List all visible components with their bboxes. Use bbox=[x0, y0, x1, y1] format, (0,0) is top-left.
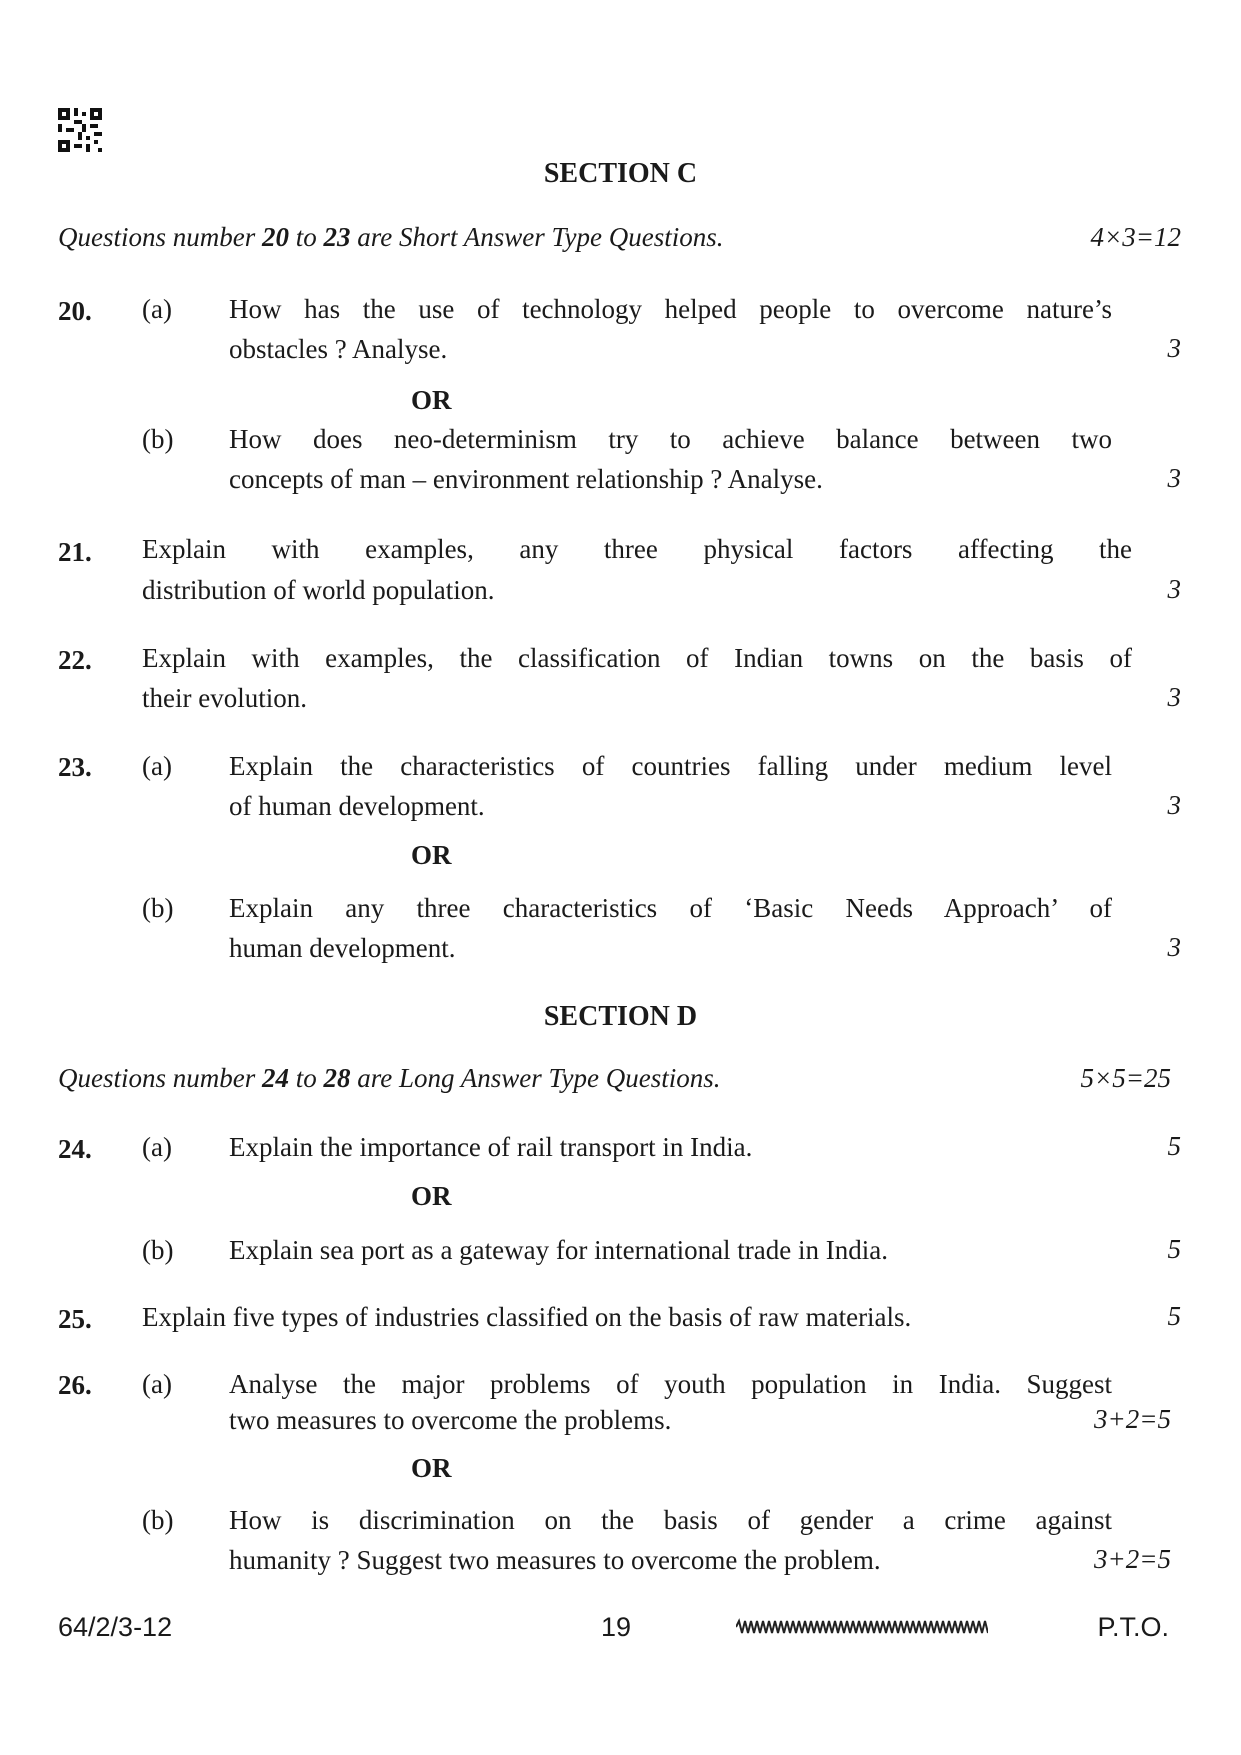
option-label: (a) bbox=[142, 1132, 172, 1162]
question-text: distribution of world population. bbox=[142, 575, 495, 605]
wavy-line-icon bbox=[736, 1618, 988, 1636]
question-text: Explain any three characteristics of ‘Basic Needs Approach’ of bbox=[229, 893, 1112, 923]
option-label: (a) bbox=[142, 751, 172, 781]
question-marks: 5 bbox=[1167, 1234, 1181, 1264]
section-c-instructions: Questions number 20 to 23 are Short Answer Type Questions. bbox=[58, 222, 724, 252]
option-label: (a) bbox=[142, 294, 172, 324]
question-marks: 3 bbox=[1167, 682, 1181, 712]
option-label: (b) bbox=[142, 1235, 174, 1265]
or-separator: OR bbox=[411, 1181, 452, 1211]
option-label: (a) bbox=[142, 1369, 172, 1399]
or-separator: OR bbox=[411, 840, 452, 870]
question-text: Explain with examples, the classification of Indian towns on the basis of bbox=[142, 643, 1132, 673]
qr-code-icon bbox=[58, 108, 102, 152]
question-number: 20. bbox=[58, 296, 92, 326]
section-d-title: SECTION D bbox=[543, 1001, 698, 1032]
question-text: Explain sea port as a gateway for international trade in India. bbox=[229, 1235, 888, 1265]
question-text: How has the use of technology helped people to overcome nature’s bbox=[229, 294, 1112, 324]
section-c-marks: 4×3=12 bbox=[1090, 222, 1181, 252]
question-text: human development. bbox=[229, 933, 456, 963]
question-text: obstacles ? Analyse. bbox=[229, 334, 448, 364]
question-marks: 3+2=5 bbox=[1094, 1404, 1171, 1434]
question-marks: 3 bbox=[1167, 790, 1181, 820]
section-d-instructions: Questions number 24 to 28 are Long Answer Type Questions. bbox=[58, 1063, 721, 1093]
pto-label: P.T.O. bbox=[1097, 1612, 1169, 1642]
question-number: 26. bbox=[58, 1370, 92, 1400]
question-marks: 3+2=5 bbox=[1094, 1544, 1171, 1574]
option-label: (b) bbox=[142, 1505, 174, 1535]
question-number: 25. bbox=[58, 1304, 92, 1334]
question-text: How does neo-determinism try to achieve balance between two bbox=[229, 424, 1112, 454]
question-text: of human development. bbox=[229, 791, 485, 821]
question-text: Explain with examples, any three physical factors affecting the bbox=[142, 534, 1132, 564]
question-number: 21. bbox=[58, 537, 92, 567]
question-number: 24. bbox=[58, 1134, 92, 1164]
question-marks: 5 bbox=[1167, 1131, 1181, 1161]
question-text: Explain five types of industries classified on the basis of raw materials. bbox=[142, 1302, 912, 1332]
question-number: 22. bbox=[58, 645, 92, 675]
or-separator: OR bbox=[411, 1453, 452, 1483]
question-marks: 3 bbox=[1167, 333, 1181, 363]
page-number: 19 bbox=[601, 1612, 632, 1642]
question-text: humanity ? Suggest two measures to overcome the problem. bbox=[229, 1545, 881, 1575]
question-text: How is discrimination on the basis of gender a crime against bbox=[229, 1505, 1112, 1535]
or-separator: OR bbox=[411, 385, 452, 415]
option-label: (b) bbox=[142, 424, 174, 454]
question-text: Analyse the major problems of youth population in India. Suggest bbox=[229, 1369, 1112, 1399]
question-marks: 3 bbox=[1167, 463, 1181, 493]
question-marks: 3 bbox=[1167, 932, 1181, 962]
option-label: (b) bbox=[142, 893, 174, 923]
question-text: Explain the characteristics of countries falling under medium level bbox=[229, 751, 1112, 781]
question-text: their evolution. bbox=[142, 683, 307, 713]
paper-code: 64/2/3-12 bbox=[58, 1612, 173, 1642]
question-text: Explain the importance of rail transport in India. bbox=[229, 1132, 753, 1162]
question-marks: 3 bbox=[1167, 574, 1181, 604]
section-c-title: SECTION C bbox=[543, 158, 698, 189]
question-marks: 5 bbox=[1167, 1301, 1181, 1331]
section-d-marks: 5×5=25 bbox=[1080, 1063, 1171, 1093]
question-text: two measures to overcome the problems. bbox=[229, 1405, 672, 1435]
question-text: concepts of man – environment relationship ? Analyse. bbox=[229, 464, 823, 494]
question-number: 23. bbox=[58, 752, 92, 782]
